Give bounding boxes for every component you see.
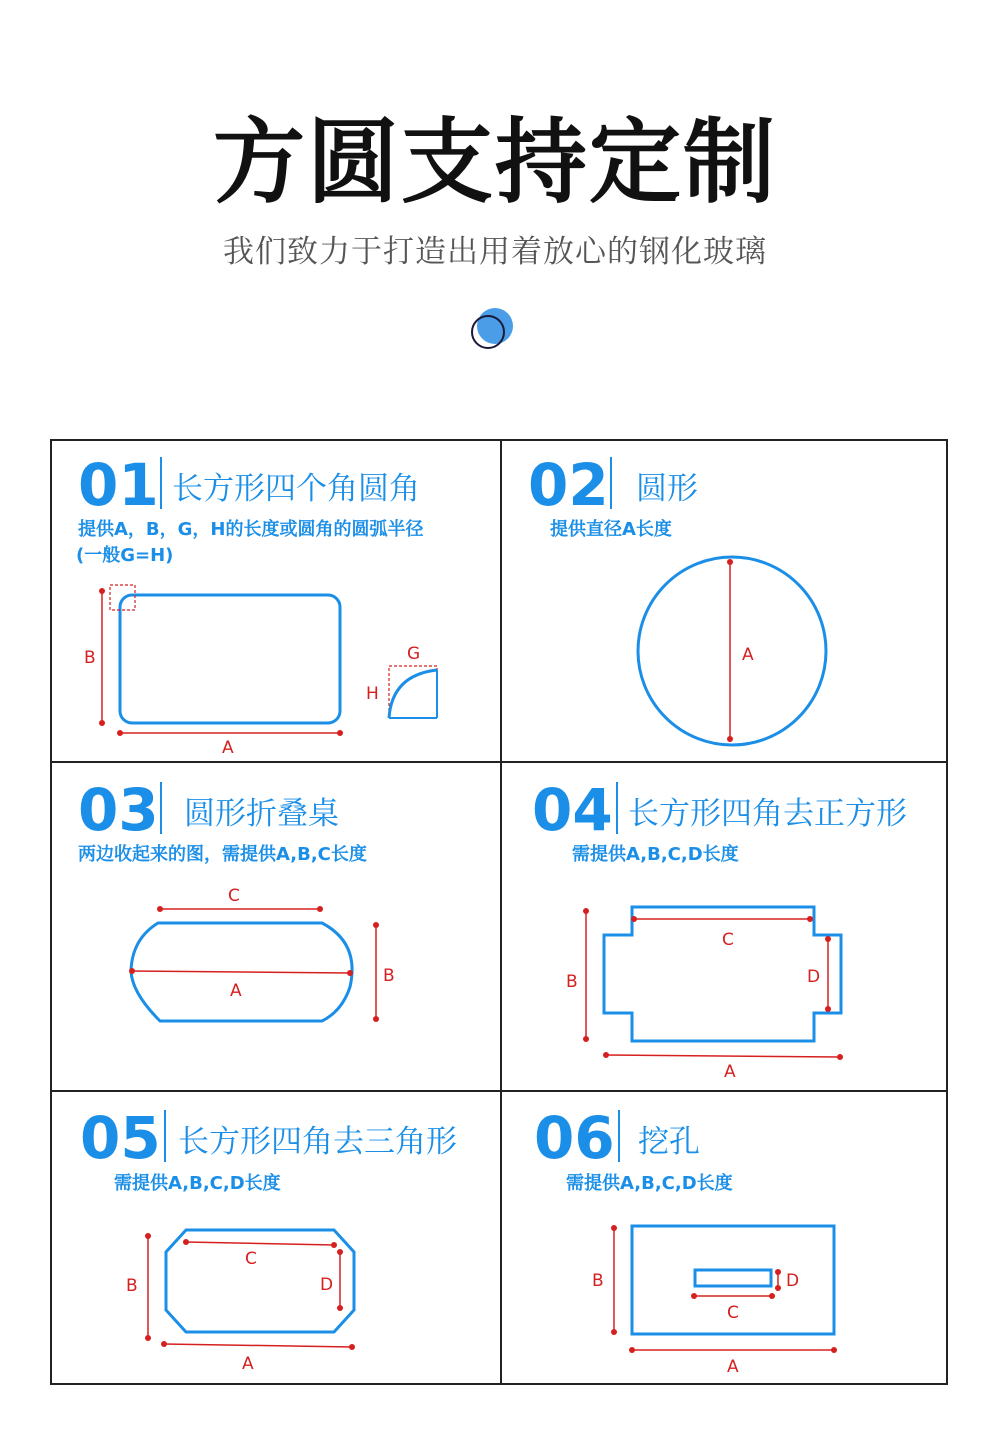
cell-rectangle-cut-corners [52, 1092, 500, 1383]
label-b: B [592, 1271, 604, 1291]
label-b: B [84, 648, 96, 668]
circle-diagram [502, 441, 948, 761]
label-c: C [245, 1249, 257, 1269]
rounded-rectangle-diagram [52, 441, 500, 761]
cell-number: 03 [78, 776, 159, 844]
cell-title: 圆形折叠桌 [184, 796, 339, 832]
cell-title: 挖孔 [638, 1124, 700, 1160]
cell-title: 长方形四个角圆角 [172, 471, 420, 507]
label-c: C [727, 1303, 739, 1323]
cell-number: 02 [528, 451, 609, 519]
label-b: B [566, 972, 578, 992]
label-a: A [242, 1354, 254, 1374]
cell-desc: 需提供A,B,C,D长度 [566, 1173, 733, 1194]
hole-cutout-diagram [502, 1092, 948, 1383]
label-b: B [126, 1276, 138, 1296]
cell-number: 04 [532, 776, 613, 844]
notched-rectangle-diagram [502, 763, 948, 1090]
cut-corner-rectangle-diagram [52, 1092, 500, 1383]
label-a: A [222, 738, 234, 758]
cell-desc: (一般G=H) [76, 545, 174, 566]
label-c: C [228, 886, 240, 906]
cell-circle [502, 441, 948, 761]
cell-number: 05 [80, 1104, 161, 1172]
label-h: H [366, 684, 379, 704]
page-title: 方圆支持定制 [212, 109, 777, 216]
cell-folding-table [52, 763, 500, 1090]
cell-desc: 需提供A,B,C,D长度 [114, 1173, 281, 1194]
cell-title: 长方形四角去三角形 [178, 1124, 457, 1160]
cell-title: 圆形 [636, 471, 698, 507]
label-a: A [727, 1357, 739, 1377]
label-g: G [407, 644, 421, 664]
label-c: C [722, 930, 734, 950]
page-subtitle: 我们致力于打造出用着放心的钢化玻璃 [223, 234, 767, 270]
cell-desc: 提供A，B，G，H的长度或圆角的圆弧半径 [78, 519, 424, 540]
cell-title: 长方形四角去正方形 [628, 796, 907, 832]
folding-table-diagram [52, 763, 500, 1090]
label-a: A [742, 645, 754, 665]
label-d: D [786, 1271, 800, 1291]
label-a: A [724, 1062, 736, 1082]
cell-desc: 需提供A,B,C,D长度 [572, 844, 739, 865]
label-d: D [320, 1275, 334, 1295]
decorative-dot-icon [470, 306, 514, 350]
cell-number: 06 [534, 1104, 615, 1172]
cell-desc: 提供直径A长度 [550, 519, 672, 540]
cell-hole-cutout [502, 1092, 948, 1383]
cell-rounded-rectangle [52, 441, 500, 761]
label-a: A [230, 981, 242, 1001]
cell-desc: 两边收起来的图，需提供A,B,C长度 [78, 844, 367, 865]
cell-number: 01 [78, 451, 159, 519]
shape-grid [50, 439, 948, 1385]
label-d: D [807, 967, 821, 987]
cell-rectangle-notched-corners [502, 763, 948, 1090]
label-b: B [383, 966, 395, 986]
